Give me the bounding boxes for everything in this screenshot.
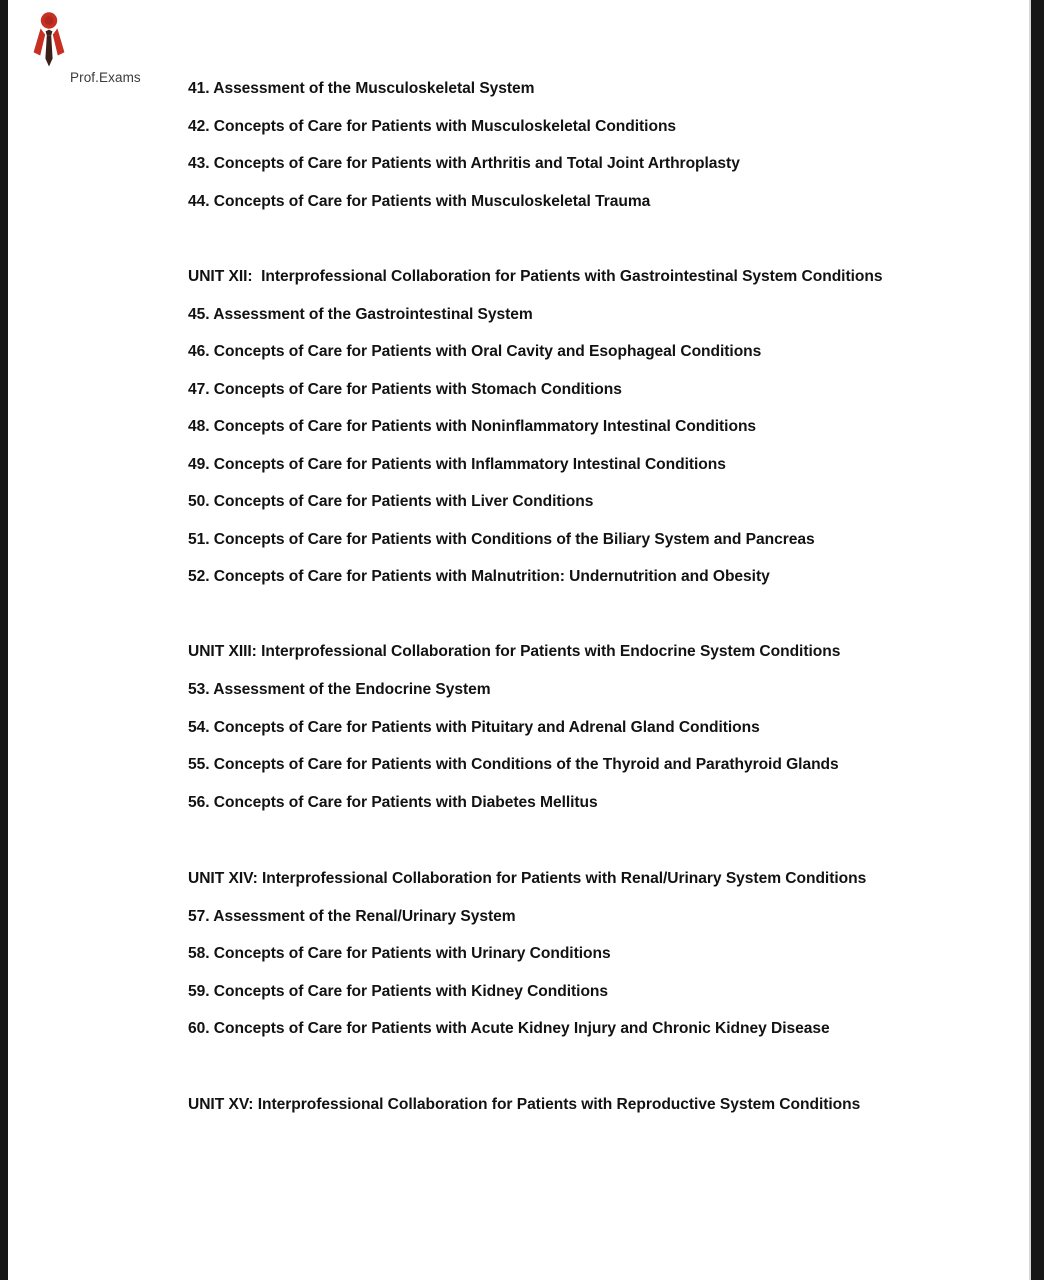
page-edge-left <box>0 0 8 1280</box>
toc-item: 58. Concepts of Care for Patients with Urinary Conditions <box>188 945 611 962</box>
toc-item: 41. Assessment of the Musculoskeletal System <box>188 80 535 97</box>
toc-item: 54. Concepts of Care for Patients with Pituitary and Adrenal Gland Conditions <box>188 718 760 736</box>
unit-heading: UNIT XIII: Interprofessional Collaboration for Patients with Endocrine System Conditions <box>188 643 841 660</box>
toc-item: 47. Concepts of Care for Patients with Stomach Conditions <box>188 380 622 398</box>
toc-item: 60. Concepts of Care for Patients with Acute Kidney Injury and Chronic Kidney Disease <box>188 1020 830 1037</box>
toc-item: 51. Concepts of Care for Patients with Conditions of the Biliary System and Pancreas <box>188 530 815 548</box>
toc-item: 45. Assessment of the Gastrointestinal System <box>188 305 533 323</box>
toc-item: 53. Assessment of the Endocrine System <box>188 681 491 698</box>
unit-heading: UNIT XV: Interprofessional Collaboration for Patients with Reproductive System Conditions <box>188 1096 861 1113</box>
toc-item: 42. Concepts of Care for Patients with Musculoskeletal Conditions <box>188 117 677 135</box>
toc-item: 48. Concepts of Care for Patients with Noninflammatory Intestinal Conditions <box>188 418 757 435</box>
brand-label: Prof.Exams <box>70 70 141 85</box>
toc-item: 50. Concepts of Care for Patients with Liver Conditions <box>188 493 594 510</box>
document-text-body <box>126 78 916 1116</box>
toc-item: 44. Concepts of Care for Patients with Musculoskeletal Trauma <box>188 192 651 210</box>
unit-heading: UNIT XIV: Interprofessional Collaboration for Patients with Renal/Urinary System Conditions <box>188 869 867 887</box>
toc-item: 49. Concepts of Care for Patients with Inflammatory Intestinal Conditions <box>188 455 726 473</box>
toc-item: 46. Concepts of Care for Patients with Oral Cavity and Esophageal Conditions <box>188 343 762 360</box>
page-edge-hairline <box>1029 0 1031 1280</box>
toc-item: 52. Concepts of Care for Patients with Malnutrition: Undernutrition and Obesity <box>188 568 770 585</box>
unit-heading: UNIT XII: Interprofessional Collaboration for Patients with Gastrointestinal System Conditions <box>188 267 883 285</box>
toc-item: 43. Concepts of Care for Patients with Arthritis and Total Joint Arthroplasty <box>188 155 740 172</box>
page-edge-right <box>1031 0 1044 1280</box>
toc-item: 55. Concepts of Care for Patients with Conditions of the Thyroid and Parathyroid Glands <box>188 756 839 773</box>
brand-watermark <box>18 10 178 85</box>
necktie-figure-logo-icon <box>26 10 72 68</box>
toc-item: 57. Assessment of the Renal/Urinary System <box>188 907 516 925</box>
toc-item: 59. Concepts of Care for Patients with Kidney Conditions <box>188 982 609 1000</box>
toc-item: 56. Concepts of Care for Patients with Diabetes Mellitus <box>188 793 598 811</box>
